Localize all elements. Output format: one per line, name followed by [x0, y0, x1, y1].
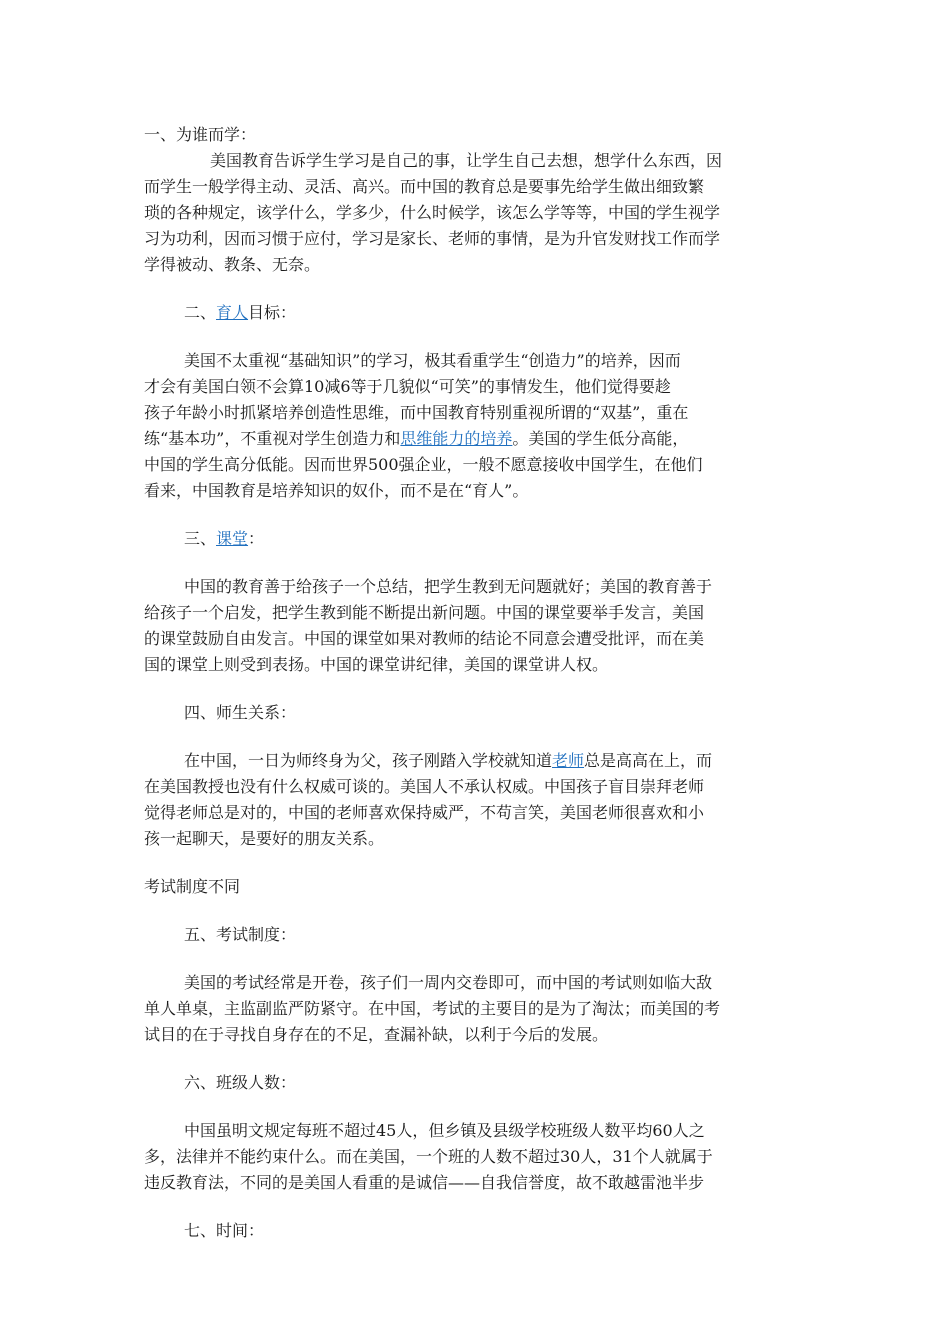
paragraph-line: 美国不太重视“基础知识”的学习，极其看重学生“创造力”的培养，因而 [184, 351, 681, 370]
paragraph-line: 孩子年龄小时抓紧培养创造性思维，而中国教育特别重视所谓的“双基”，重在 [144, 403, 689, 422]
section-6-title: 六、班级人数： [184, 1073, 297, 1092]
paragraph-line: 给孩子一个启发，把学生教到能不断提出新问题。中国的课堂要举手发言，美国 [144, 603, 705, 622]
section-4-title: 四、师生关系： [184, 703, 297, 722]
paragraph-line: 单人单桌，主监副监严防紧守。在中国，考试的主要目的是为了淘汰；而美国的考 [144, 999, 721, 1018]
paragraph-line: 的课堂鼓励自由发言。中国的课堂如果对教师的结论不同意会遭受批评，而在美 [144, 629, 705, 648]
heading-suffix: ： [248, 529, 265, 548]
paragraph-line [144, 426, 810, 452]
paragraph-line: 觉得老师总是对的，中国的老师喜欢保持威严，不苟言笑，美国老师很喜欢和小 [144, 803, 705, 822]
paragraph-line: 美国的考试经常是开卷，孩子们一周内交卷即可，而中国的考试则如临大敌 [184, 973, 713, 992]
paragraph-line: 违反教育法，不同的是美国人看重的是诚信——自我信誉度，故不敢越雷池半步 [144, 1173, 705, 1192]
paragraph-line: 而学生一般学得主动、灵活、高兴。而中国的教育总是要事先给学生做出细致繁 [144, 177, 705, 196]
paragraph-line: 学得被动、教条、无奈。 [144, 255, 321, 274]
paragraph-line: 试目的在于寻找自身存在的不足，查漏补缺，以利于今后的发展。 [144, 1025, 609, 1044]
section-7-title: 七、时间： [184, 1221, 265, 1240]
heading-prefix: 三、 [184, 529, 217, 548]
thinking-ability-link[interactable]: 思维能力的培养 [400, 429, 513, 448]
section-2-title [144, 300, 810, 326]
paragraph-line: 孩一起聊天，是要好的朋友关系。 [144, 829, 385, 848]
section-5-title: 五、考试制度： [184, 925, 297, 944]
text-run: 练“基本功”，不重视对学生创造力和 [144, 429, 401, 448]
text-run: 在中国，一日为师终身为父，孩子刚踏入学校就知道 [184, 751, 553, 770]
paragraph-line: 多，法律并不能约束什么。而在美国，一个班的人数不超过30人，31个人就属于 [144, 1147, 713, 1166]
heading-prefix: 二、 [184, 303, 217, 322]
paragraph-line: 琐的各种规定，该学什么，学多少，什么时候学，该怎么学等等，中国的学生视学 [144, 203, 721, 222]
text-run: 。美国的学生低分高能， [512, 429, 689, 448]
text-run: 总是高高在上，而 [584, 751, 713, 770]
paragraph-line: 国的课堂上则受到表扬。中国的课堂讲纪律，美国的课堂讲人权。 [144, 655, 609, 674]
paragraph-line: 中国虽明文规定每班不超过45人，但乡镇及县级学校班级人数平均60人之 [184, 1121, 705, 1140]
paragraph-line: 美国教育告诉学生学习是自己的事，让学生自己去想，想学什么东西，因 [210, 151, 723, 170]
section-3-title [144, 526, 810, 552]
paragraph-line: 才会有美国白领不会算10减6等于几貌似“可笑”的事情发生，他们觉得要趁 [144, 377, 671, 396]
paragraph-line: 看来，中国教育是培养知识的奴仆，而不是在“育人”。 [144, 481, 529, 500]
classroom-link[interactable]: 课堂 [216, 529, 249, 548]
paragraph-line: 中国的学生高分低能。因而世界500强企业，一般不愿意接收中国学生，在他们 [144, 455, 703, 474]
paragraph-line [144, 748, 810, 774]
exam-system-heading: 考试制度不同 [144, 877, 241, 896]
paragraph-line: 习为功利，因而习惯于应付，学习是家长、老师的事情，是为升官发财找工作而学 [144, 229, 721, 248]
paragraph-line: 在美国教授也没有什么权威可谈的。美国人不承认权威。中国孩子盲目崇拜老师 [144, 777, 705, 796]
heading-suffix: 目标： [248, 303, 297, 322]
teacher-link[interactable]: 老师 [552, 751, 585, 770]
paragraph-line: 中国的教育善于给孩子一个总结，把学生教到无问题就好；美国的教育善于 [184, 577, 713, 596]
section-1-title: 一、为谁而学： [144, 125, 257, 144]
yuren-link[interactable]: 育人 [216, 303, 249, 322]
